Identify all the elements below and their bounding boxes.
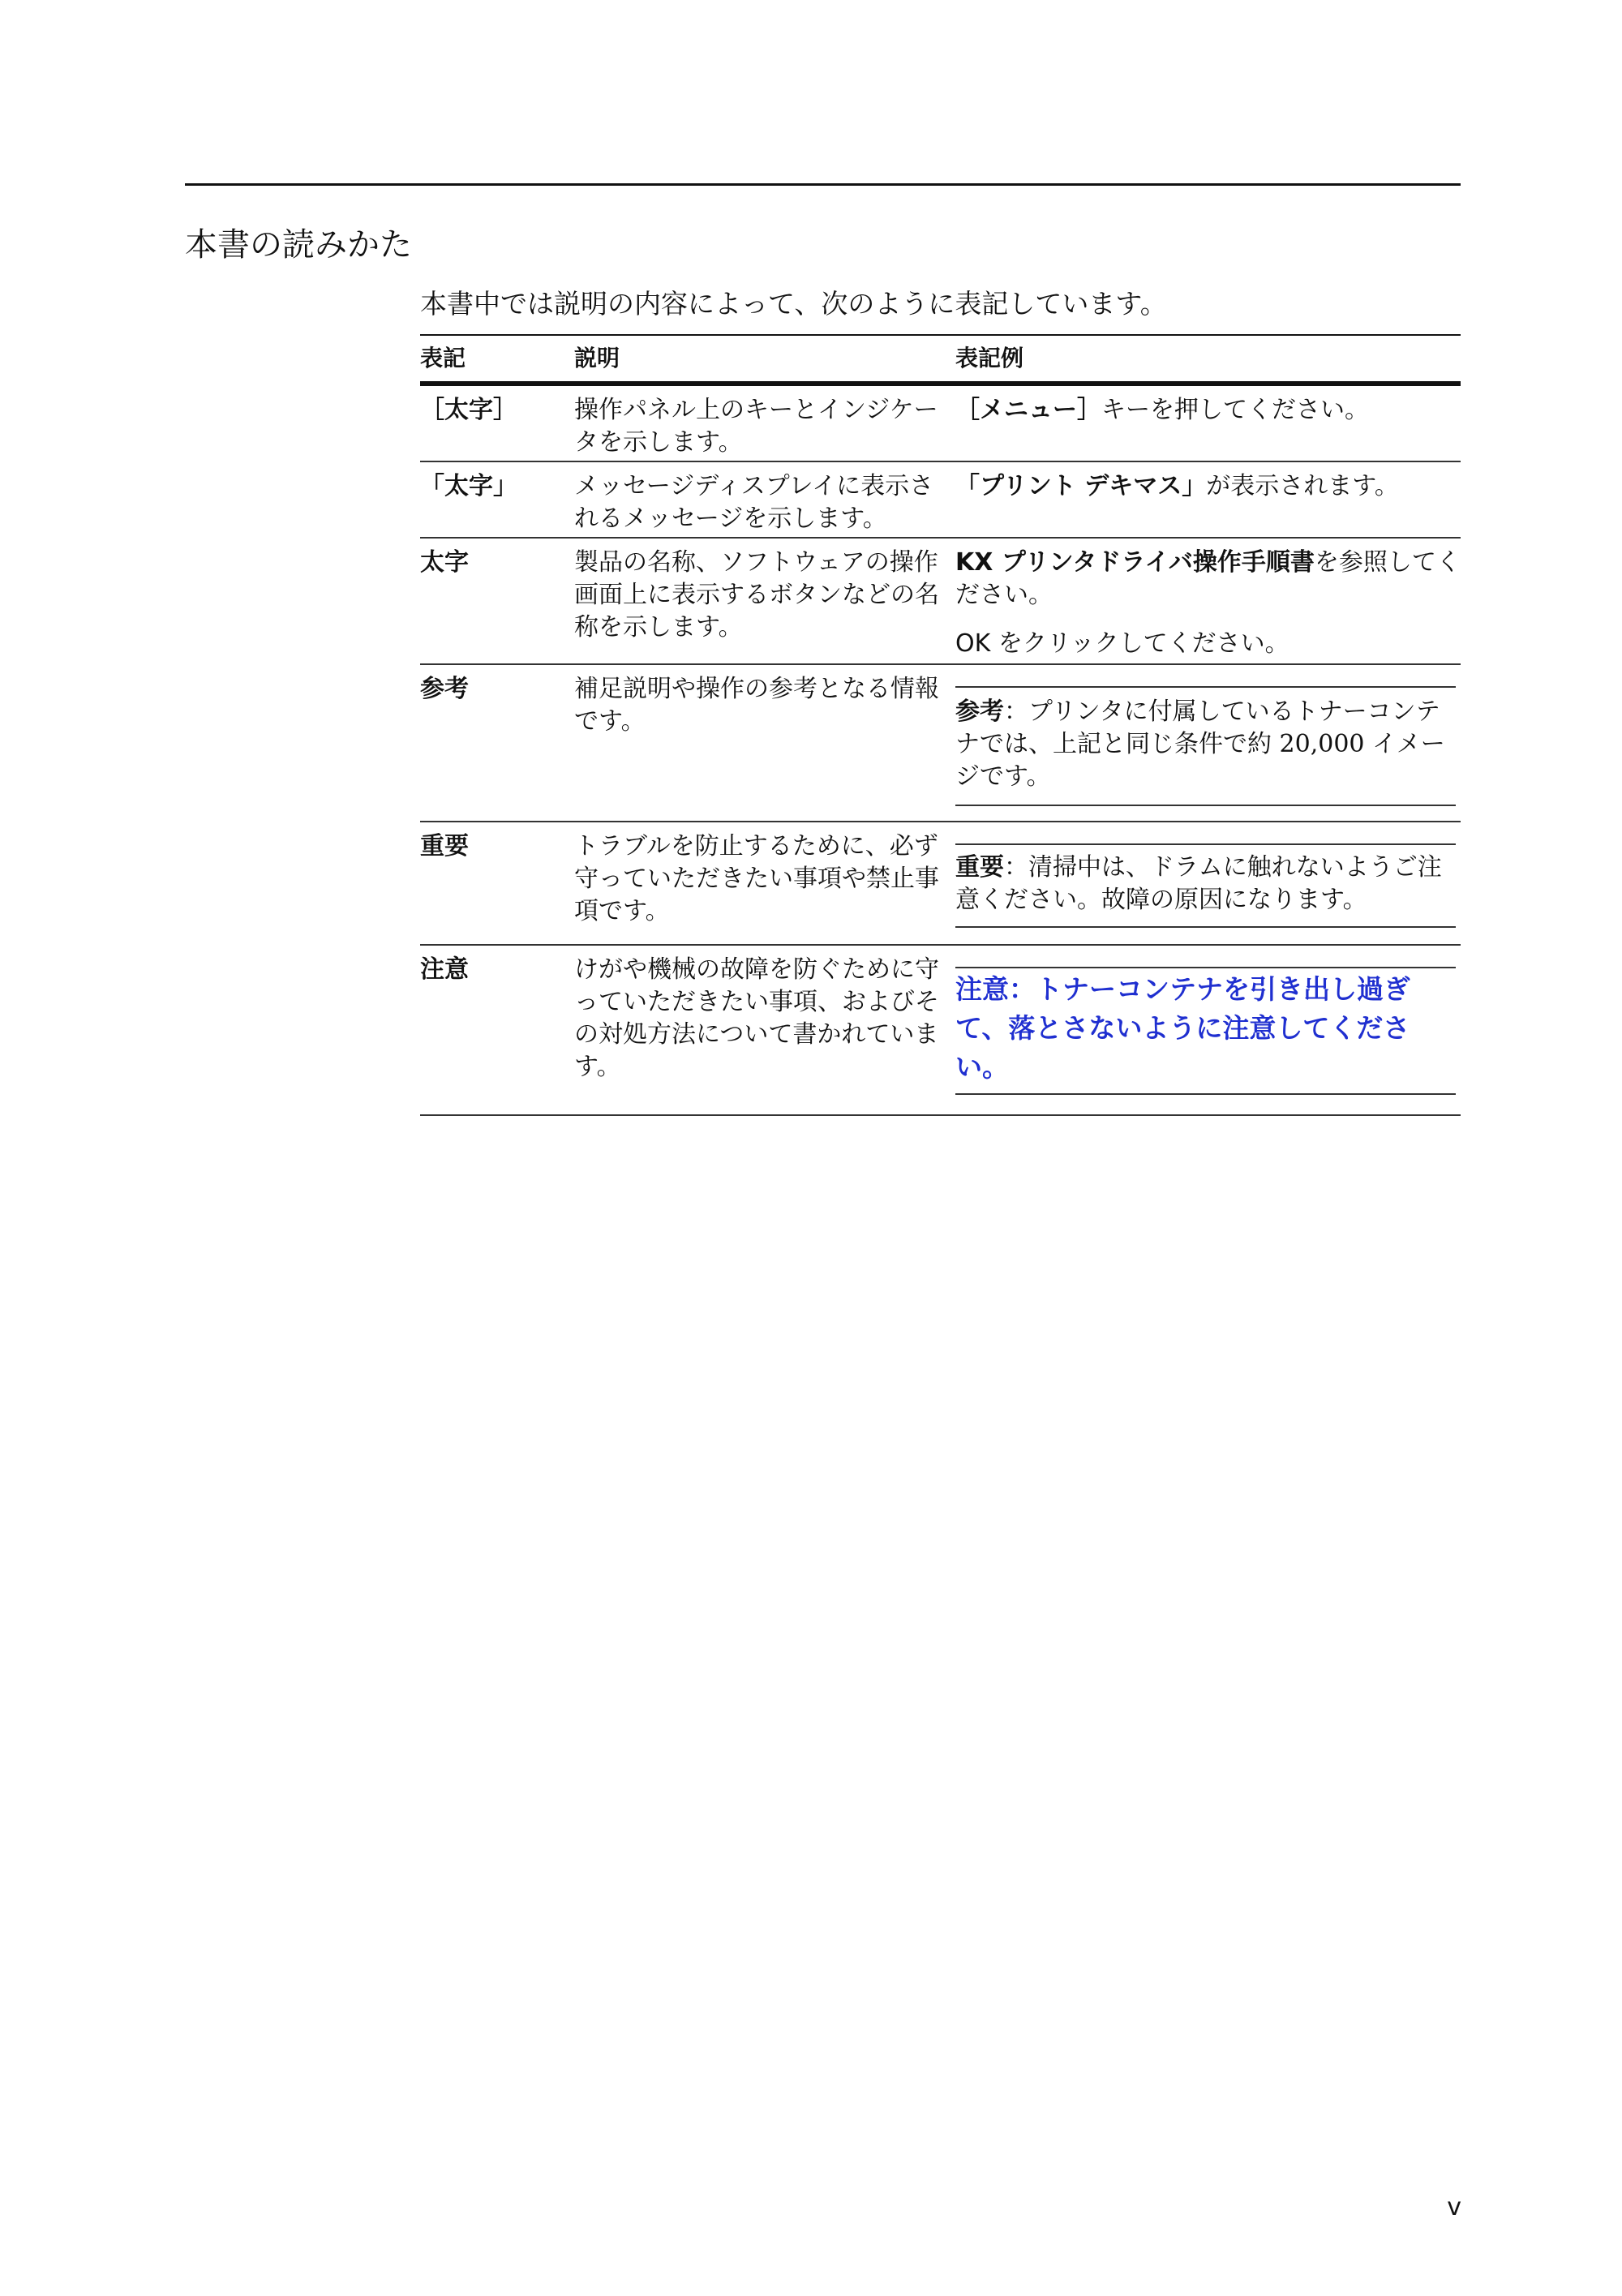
row-example [955, 822, 1461, 944]
row-example [955, 539, 1461, 663]
example-bold: KX プリンタドライバ操作手順書 [955, 548, 1315, 577]
table-row [420, 462, 1461, 539]
intro-text: 本書中では説明の内容によって、次のように表記しています。 [420, 288, 1167, 320]
row-term: 注意 [420, 955, 469, 984]
row-description: けがや機械の故障を防ぐために守っていただきたい事項、およびその対処方法について書かれています。 [574, 955, 939, 1081]
row-term: 参考 [420, 675, 469, 703]
header-term: 表記 [420, 345, 466, 371]
header-example: 表記例 [955, 345, 1024, 371]
row-description: 補足説明や操作の参考となる情報です。 [574, 675, 939, 736]
table-header-row [420, 336, 1461, 386]
important-note-box [955, 843, 1456, 928]
table-row [420, 822, 1461, 946]
example-bold: 重要 [955, 853, 1004, 882]
example-text-2: OK をクリックしてください。 [955, 629, 1289, 658]
table-row [420, 386, 1461, 462]
row-description: 製品の名称、ソフトウェアの操作画面上に表示するボタンなどの名称を示します。 [574, 548, 939, 642]
row-description: メッセージディスプレイに表示されるメッセージを示します。 [574, 472, 934, 533]
page-number: v [1447, 2193, 1461, 2221]
row-term: 太字 [420, 548, 469, 577]
caution-note-box [955, 967, 1456, 1095]
table-row [420, 539, 1461, 665]
example-bold: 「プリント デキマス」 [955, 472, 1207, 500]
row-description: トラブルを防止するために、必ず守っていただきたい事項や禁止事項です。 [574, 832, 939, 925]
notation-table [420, 334, 1461, 1116]
example-text: ：清掃中は、ドラムに触れないようご注意ください。故障の原因になります。 [955, 853, 1442, 914]
example-text: キーを押してください。 [1101, 396, 1369, 424]
table-row [420, 946, 1461, 1116]
top-rule [185, 183, 1461, 186]
row-example [955, 386, 1461, 461]
row-example [955, 946, 1461, 1114]
row-example [955, 462, 1461, 537]
row-example [955, 665, 1461, 821]
caution-text: 注意：トナーコンテナを引き出し過ぎて、落とさないように注意してください。 [955, 973, 1410, 1083]
example-bold: ［メニュー］ [955, 396, 1101, 424]
table-row [420, 665, 1461, 822]
row-term: 「太字」 [420, 472, 517, 500]
example-bold: 参考 [955, 697, 1004, 726]
row-description: 操作パネル上のキーとインジケータを示します。 [574, 396, 938, 457]
reference-note-box [955, 686, 1456, 806]
example-text: を参照してください。 [955, 548, 1461, 609]
example-text: が表示されます。 [1206, 472, 1399, 500]
row-term: 重要 [420, 832, 469, 860]
example-text: ：プリンタに付属しているトナーコンテナでは、上記と同じ条件で約 20,000 イメージです。 [955, 697, 1445, 791]
header-description: 説明 [574, 345, 620, 371]
row-term: ［太字］ [420, 396, 517, 424]
section-title: 本書の読みかた [185, 226, 412, 264]
